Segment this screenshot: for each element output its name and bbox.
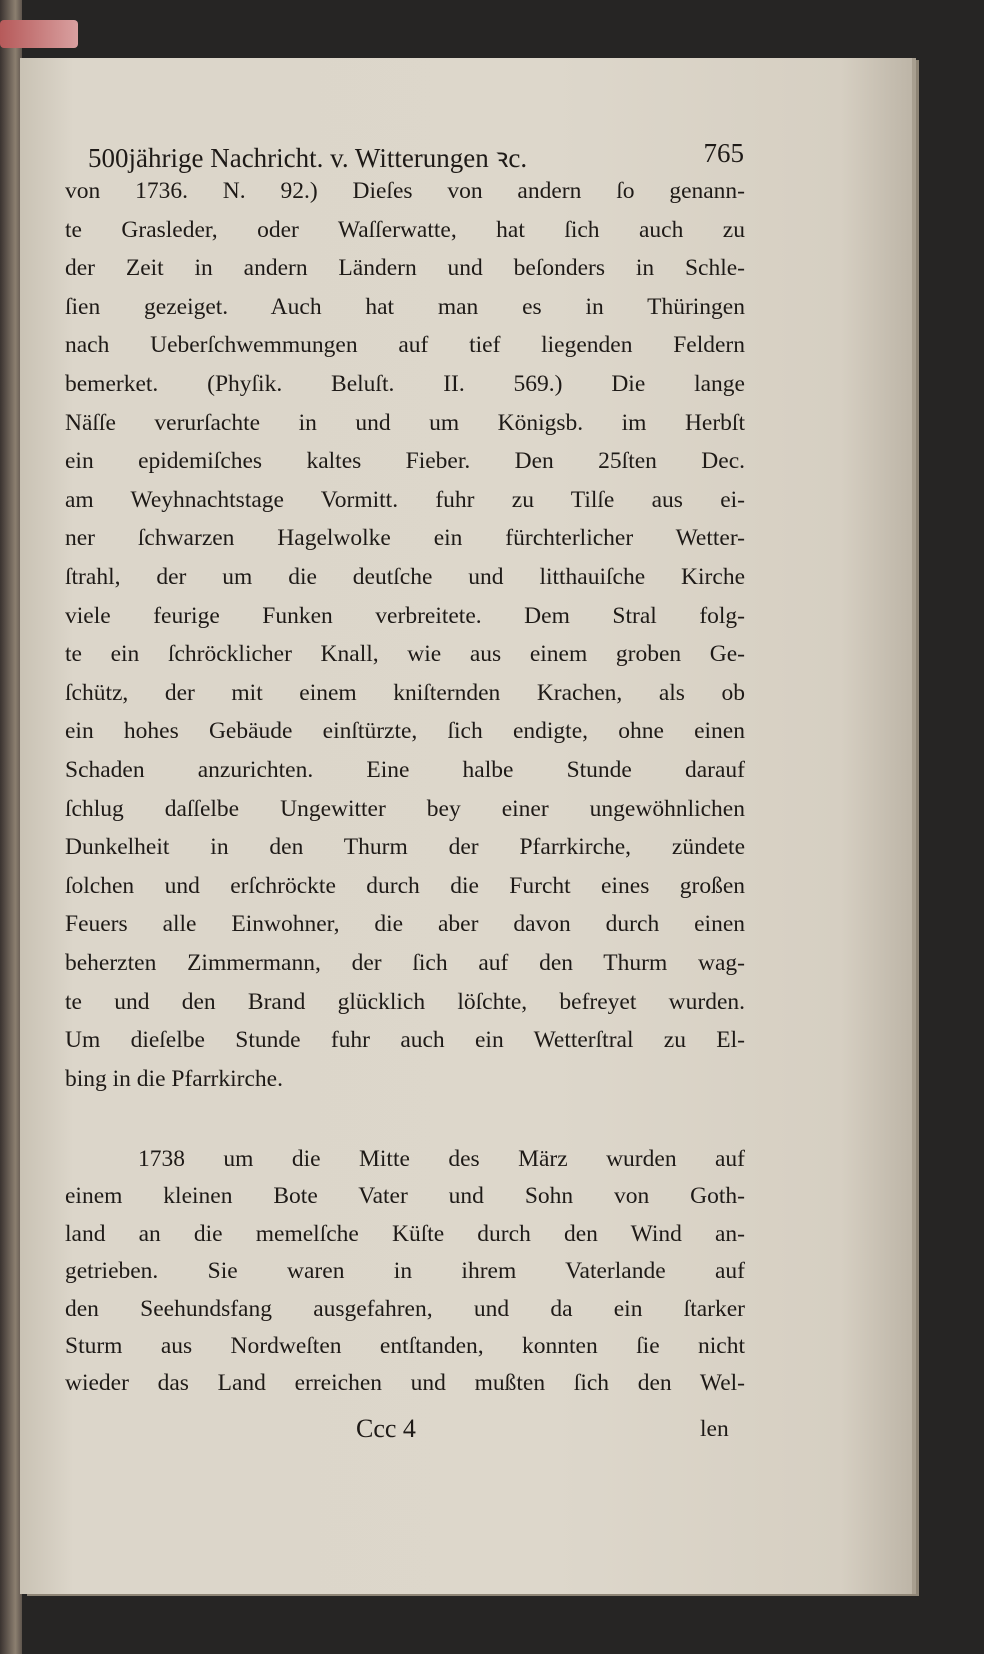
page-number: 765 xyxy=(703,138,744,168)
text-line: Näſſe verurſachte in und um Königsb. im Herbſt xyxy=(65,409,745,436)
text-line: ſien gezeiget. Auch hat man es in Thüringen xyxy=(65,293,745,320)
text-line: wieder das Land erreichen und mußten ſich den Wel- xyxy=(65,1370,745,1397)
text-line: bemerket. (Phyſik. Beluſt. II. 569.) Die lange xyxy=(65,371,745,397)
text-line: bing in die Pfarrkirche. xyxy=(65,1065,283,1092)
catchword: len xyxy=(700,1416,729,1442)
text-line: Feuers alle Einwohner, die aber davon durch einen xyxy=(65,911,745,938)
text-line: te und den Brand glücklich löſchte, befreyet wurden. xyxy=(65,988,745,1015)
text-line: land an die memelſche Küſte durch den Wind an- xyxy=(65,1220,745,1247)
text-line: am Weyhnachtstage Vormitt. fuhr zu Tilſe aus ei- xyxy=(65,486,745,513)
text-line: viele feurige Funken verbreitete. Dem Stral folg- xyxy=(65,602,745,629)
book-binding xyxy=(0,0,22,1654)
binding-ribbon xyxy=(0,20,78,48)
text-line: Dunkelheit in den Thurm der Pfarrkirche, zündete xyxy=(65,834,745,861)
text-line: ſtrahl, der um die deutſche und litthauiſche Kirche xyxy=(65,564,745,590)
text-line: einem kleinen Bote Vater und Sohn von Goth- xyxy=(65,1183,745,1210)
running-header xyxy=(88,138,744,175)
text-line: den Seehundsfang ausgefahren, und da ein ſtarker xyxy=(65,1295,745,1322)
text-line: von 1736. N. 92.) Dieſes von andern ſo genann- xyxy=(65,178,745,204)
text-line: ſchlug daſſelbe Ungewitter bey einer ungewöhnlichen xyxy=(65,795,745,822)
text-line: nach Ueberſchwemmungen auf tief liegenden Feldern xyxy=(65,332,745,359)
text-line: Sturm aus Nordweſten entſtanden, konnten ſie nicht xyxy=(65,1333,745,1359)
text-line: Schaden anzurichten. Eine halbe Stunde darauf xyxy=(65,757,745,783)
text-line: ein epidemiſches kaltes Fieber. Den 25ſten Dec. xyxy=(65,448,745,475)
text-line: der Zeit in andern Ländern und beſonders in Schle- xyxy=(65,255,745,282)
text-line: ſolchen und erſchröckte durch die Furcht eines großen xyxy=(65,872,745,899)
text-line: te Grasleder, oder Waſſerwatte, hat ſich auch zu xyxy=(65,216,745,243)
text-line: ſchütz, der mit einem kniſternden Krachen, als ob xyxy=(65,679,745,706)
text-line: ein hohes Gebäude einſtürzte, ſich endigte, ohne einen xyxy=(65,718,745,745)
text-line: beherzten Zimmermann, der ſich auf den Thurm wag- xyxy=(65,950,745,976)
text-line: getrieben. Sie waren in ihrem Vaterlande auf xyxy=(65,1258,745,1285)
book-page xyxy=(20,58,912,1594)
text-line: 1738 um die Mitte des März wurden auf xyxy=(138,1146,745,1172)
text-line: ner ſchwarzen Hagelwolke ein fürchterlicher Wetter- xyxy=(65,525,745,552)
running-title: 500jährige Nachricht. v. Witterungen ꝛc. xyxy=(88,143,528,173)
text-line: Um dieſelbe Stunde fuhr auch ein Wetterſtral zu El- xyxy=(65,1027,745,1054)
signature-mark: Ccc 4 xyxy=(356,1414,416,1443)
text-line: te ein ſchröcklicher Knall, wie aus einem groben Ge- xyxy=(65,641,745,668)
